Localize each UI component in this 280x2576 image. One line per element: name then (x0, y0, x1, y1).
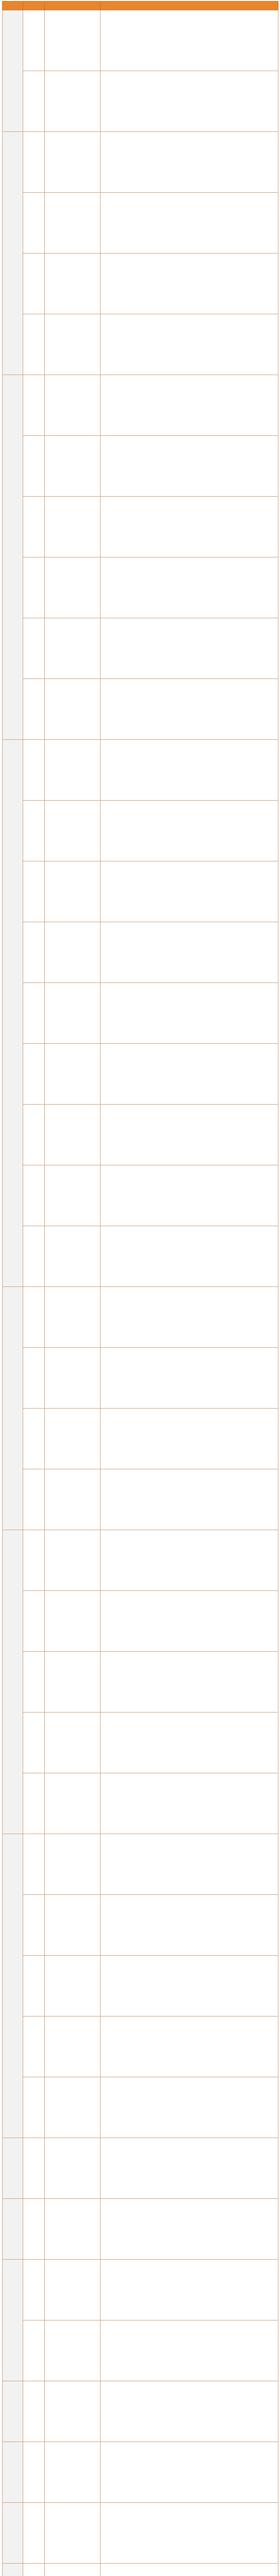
date-cell (23, 557, 45, 618)
date-cell (23, 314, 45, 375)
region-cell (3, 375, 23, 740)
policy-content-cell (101, 2077, 278, 2138)
date-cell (23, 2442, 45, 2503)
document-title-cell (45, 679, 101, 740)
document-title-cell (45, 1773, 101, 1834)
policy-content-cell (101, 1287, 278, 1348)
policy-content-cell (101, 1895, 278, 1956)
policy-content-cell (101, 2260, 278, 2320)
date-cell (23, 2138, 45, 2199)
date-cell (23, 132, 45, 193)
date-cell (23, 1956, 45, 2016)
table-row (3, 1652, 278, 1713)
region-cell (3, 1834, 23, 2138)
date-cell (23, 497, 45, 557)
document-title-cell (45, 861, 101, 922)
date-cell (23, 2199, 45, 2260)
table-row (3, 193, 278, 253)
document-title-cell (45, 1834, 101, 1895)
policy-content-cell (101, 861, 278, 922)
document-title-cell (45, 1591, 101, 1652)
document-title-cell (45, 2320, 101, 2381)
document-title-cell (45, 71, 101, 132)
table-row (3, 2138, 278, 2199)
table-row (3, 1591, 278, 1652)
date-cell (23, 10, 45, 71)
region-cell (3, 2199, 23, 2260)
policy-content-cell (101, 1834, 278, 1895)
document-title-cell (45, 618, 101, 679)
date-cell (23, 1165, 45, 1226)
date-cell (23, 861, 45, 922)
policy-table-body (3, 10, 278, 2576)
policy-content-cell (101, 801, 278, 861)
document-title-cell (45, 1287, 101, 1348)
header-date (23, 2, 45, 10)
date-cell (23, 1713, 45, 1773)
region-cell (3, 10, 23, 132)
date-cell (23, 922, 45, 983)
policy-content-cell (101, 557, 278, 618)
policy-content-cell (101, 2138, 278, 2199)
document-title-cell (45, 1105, 101, 1165)
table-row (3, 2260, 278, 2320)
document-title-cell (45, 1165, 101, 1226)
table-row (3, 2199, 278, 2260)
policy-content-cell (101, 1713, 278, 1773)
table-row (3, 801, 278, 861)
table-row (3, 557, 278, 618)
policy-content-cell (101, 314, 278, 375)
document-title-cell (45, 193, 101, 253)
policy-content-cell (101, 193, 278, 253)
document-title-cell (45, 801, 101, 861)
date-cell (23, 436, 45, 497)
table-row (3, 253, 278, 314)
policy-content-cell (101, 436, 278, 497)
table-row (3, 10, 278, 71)
date-cell (23, 2320, 45, 2381)
date-cell (23, 983, 45, 1044)
table-row (3, 1530, 278, 1591)
date-cell (23, 1834, 45, 1895)
policy-content-cell (101, 132, 278, 193)
date-cell (23, 2077, 45, 2138)
document-title-cell (45, 2016, 101, 2077)
document-title-cell (45, 1956, 101, 2016)
region-cell (3, 1287, 23, 1530)
policy-content-cell (101, 1469, 278, 1530)
region-cell (3, 2260, 23, 2381)
document-title-cell (45, 2199, 101, 2260)
date-cell (23, 1469, 45, 1530)
table-row (3, 375, 278, 436)
region-cell (3, 2503, 23, 2564)
policy-content-cell (101, 2442, 278, 2503)
document-title-cell (45, 557, 101, 618)
table-row (3, 71, 278, 132)
date-cell (23, 71, 45, 132)
policy-content-cell (101, 1226, 278, 1287)
region-cell (3, 1530, 23, 1834)
table-row (3, 1956, 278, 2016)
document-title-cell (45, 1469, 101, 1530)
date-cell (23, 1895, 45, 1956)
policy-content-cell (101, 2199, 278, 2260)
date-cell (23, 1530, 45, 1591)
date-cell (23, 2503, 45, 2564)
policy-content-cell (101, 922, 278, 983)
date-cell (23, 1773, 45, 1834)
document-title-cell (45, 922, 101, 983)
table-row (3, 1713, 278, 1773)
document-title-cell (45, 1652, 101, 1713)
document-title-cell (45, 497, 101, 557)
date-cell (23, 1287, 45, 1348)
date-cell (23, 1105, 45, 1165)
table-row (3, 1044, 278, 1105)
policy-content-cell (101, 71, 278, 132)
date-cell (23, 2564, 45, 2576)
policy-content-cell (101, 618, 278, 679)
document-title-cell (45, 2564, 101, 2576)
date-cell (23, 193, 45, 253)
document-title-cell (45, 1530, 101, 1591)
date-cell (23, 2016, 45, 2077)
policy-content-cell (101, 1105, 278, 1165)
date-cell (23, 1226, 45, 1287)
policy-content-cell (101, 1530, 278, 1591)
table-row (3, 2503, 278, 2564)
table-row (3, 497, 278, 557)
header-title (45, 2, 101, 10)
table-row (3, 679, 278, 740)
table-row (3, 436, 278, 497)
document-title-cell (45, 2442, 101, 2503)
policy-content-cell (101, 1044, 278, 1105)
region-cell (3, 2564, 23, 2576)
policy-content-cell (101, 983, 278, 1044)
region-cell (3, 132, 23, 375)
document-title-cell (45, 1044, 101, 1105)
document-title-cell (45, 1713, 101, 1773)
table-row (3, 922, 278, 983)
region-cell (3, 2381, 23, 2442)
document-title-cell (45, 1409, 101, 1469)
table-row (3, 1469, 278, 1530)
policy-content-cell (101, 1956, 278, 2016)
date-cell (23, 1044, 45, 1105)
document-title-cell (45, 253, 101, 314)
table-row (3, 2381, 278, 2442)
document-title-cell (45, 1895, 101, 1956)
region-cell (3, 2138, 23, 2199)
table-row (3, 314, 278, 375)
table-row (3, 2320, 278, 2381)
policy-content-cell (101, 2016, 278, 2077)
table-row (3, 1105, 278, 1165)
table-row (3, 740, 278, 801)
table-row (3, 1348, 278, 1409)
policy-table (2, 1, 278, 2576)
table-row (3, 132, 278, 193)
document-title-cell (45, 10, 101, 71)
document-title-cell (45, 2138, 101, 2199)
document-title-cell (45, 1226, 101, 1287)
date-cell (23, 2260, 45, 2320)
table-row (3, 2077, 278, 2138)
policy-content-cell (101, 1409, 278, 1469)
table-row (3, 1834, 278, 1895)
region-cell (3, 2442, 23, 2503)
policy-content-cell (101, 375, 278, 436)
date-cell (23, 679, 45, 740)
policy-content-cell (101, 2503, 278, 2564)
region-cell (3, 740, 23, 1287)
table-row (3, 1226, 278, 1287)
table-row (3, 2564, 278, 2576)
table-row (3, 2016, 278, 2077)
table-row (3, 1895, 278, 1956)
policy-content-cell (101, 1591, 278, 1652)
policy-content-cell (101, 253, 278, 314)
date-cell (23, 1348, 45, 1409)
table-row (3, 1409, 278, 1469)
table-row (3, 1773, 278, 1834)
table-row (3, 861, 278, 922)
policy-content-cell (101, 740, 278, 801)
document-title-cell (45, 436, 101, 497)
document-title-cell (45, 2503, 101, 2564)
date-cell (23, 375, 45, 436)
date-cell (23, 2381, 45, 2442)
header-region (3, 2, 23, 10)
document-title-cell (45, 2381, 101, 2442)
document-title-cell (45, 2077, 101, 2138)
policy-content-cell (101, 10, 278, 71)
document-title-cell (45, 2260, 101, 2320)
table-row (3, 983, 278, 1044)
policy-content-cell (101, 2381, 278, 2442)
table-row (3, 2442, 278, 2503)
document-title-cell (45, 1348, 101, 1409)
table-row (3, 618, 278, 679)
policy-content-cell (101, 1165, 278, 1226)
policy-content-cell (101, 2320, 278, 2381)
date-cell (23, 1409, 45, 1469)
table-header-row (3, 2, 278, 10)
date-cell (23, 618, 45, 679)
document-title-cell (45, 983, 101, 1044)
document-title-cell (45, 314, 101, 375)
date-cell (23, 801, 45, 861)
date-cell (23, 1591, 45, 1652)
date-cell (23, 1652, 45, 1713)
policy-content-cell (101, 1652, 278, 1713)
date-cell (23, 253, 45, 314)
header-content (101, 2, 278, 10)
policy-content-cell (101, 679, 278, 740)
document-title-cell (45, 740, 101, 801)
table-row (3, 1287, 278, 1348)
policy-content-cell (101, 497, 278, 557)
document-title-cell (45, 132, 101, 193)
table-row (3, 1165, 278, 1226)
policy-content-cell (101, 2564, 278, 2576)
policy-content-cell (101, 1348, 278, 1409)
document-title-cell (45, 375, 101, 436)
policy-content-cell (101, 1773, 278, 1834)
date-cell (23, 740, 45, 801)
